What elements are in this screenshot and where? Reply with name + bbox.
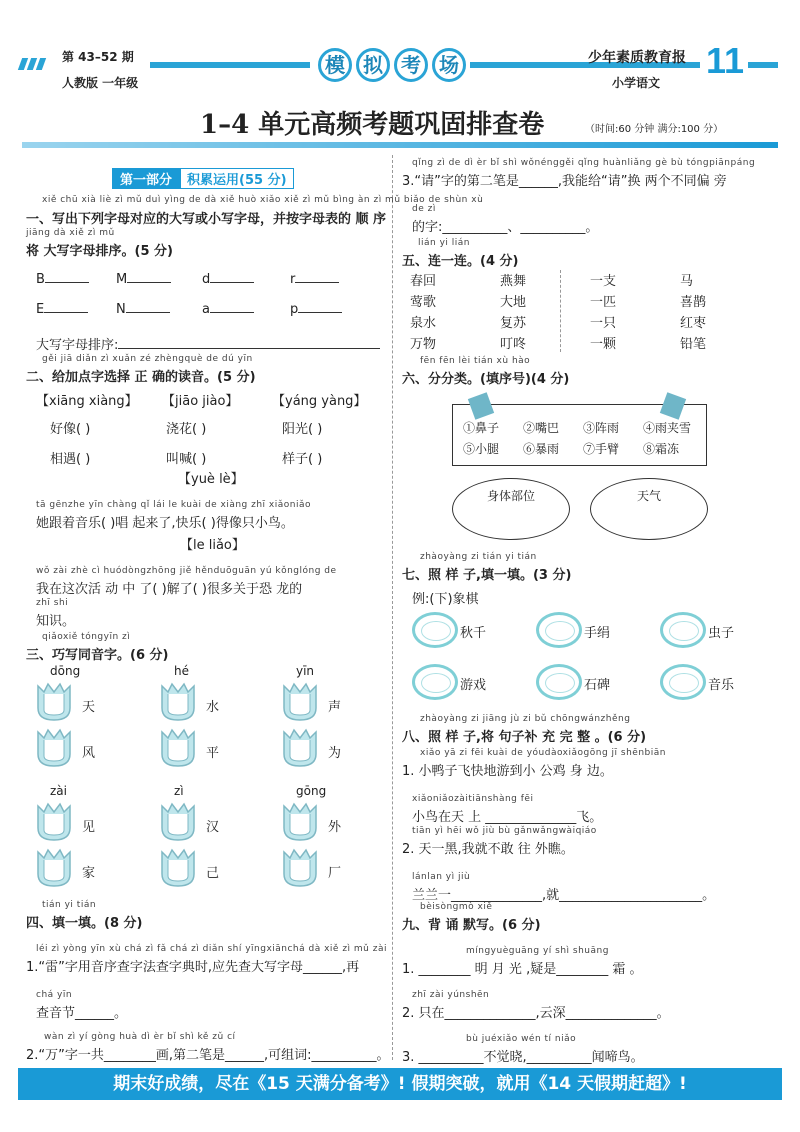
q5-match-item[interactable]: 一颗 [590, 337, 617, 352]
cloud-answer-box[interactable] [412, 612, 458, 648]
q6-word: ⑦手臂 [583, 442, 620, 456]
q8b-pinyin: tiān yì hēi wǒ jiù bù gǎnwǎngwàiqiáo [412, 826, 597, 836]
part-one-tag: 第一部分 [112, 168, 180, 189]
q2-option-1: 【xiāng xiàng】 [36, 394, 138, 409]
q3-group-pinyin: dōng [50, 664, 81, 678]
q5-match-item[interactable]: 铅笔 [680, 337, 707, 352]
q3-char: 厂 [328, 866, 342, 881]
q5-text: 五、连一连。(4 分) [402, 254, 519, 269]
banner-char-3: 考 [394, 48, 428, 82]
q2-option-5: 【le liǎo】 [180, 538, 245, 553]
q9-text: 九、背 诵 默写。(6 分) [402, 918, 541, 933]
q6-pinyin: fēn fēn lèi tián xù hào [420, 356, 531, 366]
q6-word-box [452, 404, 707, 466]
answer-blank[interactable] [45, 282, 89, 283]
q5-match-item[interactable]: 莺歌 [410, 295, 437, 310]
q8-pinyin: zhàoyàng zi jiāng jù zi bǔ chōngwánzhěng [420, 714, 631, 724]
subject-label: 小学语文 [612, 76, 661, 90]
q2-item[interactable]: 叫喊( ) [166, 452, 207, 467]
oval-label: 身体部位 [486, 489, 535, 503]
q9c-pinyin: bù juéxiǎo wén tí niǎo [466, 1034, 577, 1044]
banner-char-1: 模 [318, 48, 352, 82]
q4c2-pinyin: de zì [412, 204, 436, 214]
letter-E: E [36, 302, 45, 317]
letter-M: M [116, 272, 128, 287]
q2-text: 二、给加点字选择 正 确的读音。(5 分) [26, 370, 256, 385]
q5-match-item[interactable]: 一只 [590, 316, 617, 331]
q3-char: 为 [328, 746, 342, 761]
q1-pinyin-2: jiāng dà xiě zì mǔ [26, 228, 115, 238]
q3-group-pinyin: zài [50, 784, 67, 798]
q3-pinyin: qiǎoxiě tóngyīn zì [42, 632, 131, 642]
answer-blank[interactable] [298, 312, 342, 313]
q5-match-item[interactable]: 春回 [410, 274, 437, 289]
q7-word: 手绢 [584, 626, 611, 641]
q3-group-pinyin: yīn [296, 664, 315, 678]
q4-item-3b[interactable]: 的字:__________、__________。 [412, 220, 599, 235]
cloud-answer-box[interactable] [412, 664, 458, 700]
tulip-answer-box[interactable] [34, 802, 74, 842]
tape-icon [468, 392, 494, 420]
q3-group-pinyin: hé [174, 664, 189, 678]
answer-blank[interactable] [210, 312, 254, 313]
tulip-answer-box[interactable] [158, 802, 198, 842]
q7-text: 七、照 样 子,填一填。(3 分) [402, 568, 572, 583]
q5-match-item[interactable]: 万物 [410, 337, 437, 352]
q5-match-item[interactable]: 喜鹊 [680, 295, 707, 310]
q5-pinyin: lián yi lián [418, 238, 470, 248]
page-number: 11 [706, 40, 745, 81]
answer-blank[interactable] [127, 282, 171, 283]
page-title: 1–4 单元高频考题巩固排查卷 [200, 110, 545, 140]
q9b-pinyin: zhī zài yúnshēn [412, 990, 490, 1000]
q7-pinyin: zhàoyàng zi tián yi tián [420, 552, 537, 562]
q6-word: ①鼻子 [463, 421, 500, 435]
banner-char-2: 拟 [356, 48, 390, 82]
q7-example: 例:(下)象棋 [412, 592, 479, 607]
q3-char: 风 [82, 746, 96, 761]
q2-pinyin: gěi jiā diǎn zì xuǎn zé zhèngquè de dú yīn [42, 354, 253, 364]
q4-item-3[interactable]: 3.“请”字的第二笔是______,我能给“请”换 两个不同偏 旁 [402, 174, 727, 189]
q2-sentence-1[interactable]: 她跟着音乐( )唱 起来了,快乐( )得像只小鸟。 [36, 516, 294, 531]
sort-label: 大写字母排序: [36, 338, 119, 353]
letter-a: a [202, 302, 210, 317]
cloud-answer-box[interactable] [536, 664, 582, 700]
q9-item-2[interactable]: 2. 只在______________,云深______________。 [402, 1006, 670, 1021]
q3-char: 水 [206, 700, 220, 715]
q7-word: 虫子 [708, 626, 735, 641]
issue-label: 第 43–52 期 [62, 50, 134, 64]
tulip-answer-box[interactable] [158, 682, 198, 722]
q8a2-pinyin: xiǎoniǎozàitiānshàng fēi [412, 794, 534, 804]
tulip-answer-box[interactable] [158, 728, 198, 768]
edition-label: 人教版 一年级 [62, 76, 139, 90]
stripe-decoration [20, 58, 50, 70]
cloud-answer-box[interactable] [660, 664, 706, 700]
q2-item[interactable]: 阳光( ) [282, 422, 323, 437]
tulip-answer-box[interactable] [158, 848, 198, 888]
q7-word: 音乐 [708, 678, 735, 693]
q4c-pinyin: qǐng zì de dì èr bǐ shì wǒnénggěi qǐng huànliǎng gè bù tóngpiānpáng [412, 158, 756, 168]
tulip-answer-box[interactable] [34, 848, 74, 888]
q8-item-1: 1. 小鸭子飞快地游到小 公鸡 身 边。 [402, 764, 613, 779]
q4-item-2[interactable]: 2.“万”字一共________画,第二笔是______,可组词:__________。 [26, 1048, 390, 1063]
oval-weather[interactable] [590, 478, 708, 540]
q9a-pinyin: míngyuèguāng yí shì shuāng [466, 946, 609, 956]
q3-char: 声 [328, 700, 342, 715]
header-line-end [748, 62, 778, 68]
answer-blank[interactable] [126, 312, 170, 313]
q6-word: ④雨夹雪 [643, 421, 692, 435]
tulip-answer-box[interactable] [34, 728, 74, 768]
q1-text: 一、写出下列字母对应的大写或小写字母，并按字母表的 顺 序 [26, 212, 387, 227]
q8a-pinyin: xiǎo yā zi fēi kuài de yóudàoxiǎogōng jī shēnbiān [420, 748, 666, 758]
q6-word: ⑤小腿 [463, 442, 500, 456]
q2-sentence3-pinyin: zhī shi [36, 598, 69, 608]
q5-match-item[interactable]: 燕舞 [500, 274, 527, 289]
q6-word: ⑥暴雨 [523, 442, 560, 456]
q4-item-1[interactable]: 1.“雷”字用音序查字法查字典时,应先查大写字母______,再 [26, 960, 360, 975]
part-one-name: 积累运用(55 分) [180, 168, 294, 189]
q8-text: 八、照 样 子,将 句子补 充 完 整 。(6 分) [402, 730, 647, 745]
cloud-answer-box[interactable] [660, 612, 706, 648]
q8-item-1b[interactable]: 小鸟在天 上 ______________飞。 [412, 810, 603, 825]
title-underline [22, 142, 778, 148]
tulip-answer-box[interactable] [280, 802, 320, 842]
q3-char: 外 [328, 820, 342, 835]
q2-sentence1-pinyin: tā gēnzhe yīn chàng qǐ lái le kuài de xiàng zhī xiǎoniǎo [36, 500, 311, 510]
oval-label: 天气 [636, 489, 661, 503]
q2-option-3: 【yáng yàng】 [272, 394, 367, 409]
paper-name: 少年素质教育报 [588, 50, 686, 66]
answer-blank[interactable] [44, 312, 88, 313]
q5-match-item[interactable]: 马 [680, 274, 694, 289]
tulip-answer-box[interactable] [280, 682, 320, 722]
q6-word: ②嘴巴 [523, 421, 560, 435]
q5-match-item[interactable]: 叮咚 [500, 337, 527, 352]
q4b-pinyin: wàn zì yí gòng huà dì èr bǐ shì kě zǔ cí [44, 1032, 236, 1042]
q3-char: 见 [82, 820, 96, 835]
q3-group-pinyin: gōng [296, 784, 327, 798]
q5-match-item[interactable]: 泉水 [410, 316, 437, 331]
letter-d: d [202, 272, 211, 287]
q2-sentence2-pinyin: wǒ zài zhè cì huódòngzhōng jiě hěnduōguān yú kǒnglóng de [36, 566, 337, 576]
q8-item-2: 2. 天一黑,我就不敢 往 外瞧。 [402, 842, 574, 857]
tulip-answer-box[interactable] [280, 848, 320, 888]
q6-text: 六、分分类。(填序号)(4 分) [402, 372, 570, 387]
q6-word: ⑧霜冻 [643, 442, 680, 456]
tape-icon [660, 392, 686, 420]
q5-match-item[interactable]: 一支 [590, 274, 617, 289]
q3-group-pinyin: zì [174, 784, 184, 798]
q4-text: 四、填一填。(8 分) [26, 916, 143, 931]
cloud-answer-box[interactable] [536, 612, 582, 648]
header-line-left [150, 62, 310, 68]
q2-item[interactable]: 好像( ) [50, 422, 91, 437]
letter-B: B [36, 272, 45, 287]
q2-sentence-2[interactable]: 我在这次活 动 中 了( )解了( )很多关于恐 龙的 [36, 582, 303, 597]
q7-word: 石碑 [584, 678, 611, 693]
q3-char: 汉 [206, 820, 220, 835]
promo-banner: 期末好成绩，尽在《15 天满分备考》! 假期突破，就用《14 天假期赶超》! [18, 1068, 782, 1100]
q5-match-item[interactable]: 复苏 [500, 316, 527, 331]
banner-char-4: 场 [432, 48, 466, 82]
q5-match-item[interactable]: 一匹 [590, 295, 617, 310]
q2-item[interactable]: 相遇( ) [50, 452, 91, 467]
q2-option-4: 【yuè lè】 [178, 472, 244, 487]
q9-item-3[interactable]: 3. __________不觉晓,__________闻啼鸟。 [402, 1050, 644, 1065]
q7-word: 秋千 [460, 626, 487, 641]
q8b2-pinyin: lánlan yì jiù [412, 872, 471, 882]
q5-match-item[interactable]: 红枣 [680, 316, 707, 331]
letter-p: p [290, 302, 299, 317]
tulip-answer-box[interactable] [280, 728, 320, 768]
q5-divider [560, 270, 561, 352]
answer-blank[interactable] [295, 282, 339, 283]
q9-item-1[interactable]: 1. ________ 明 月 光 ,疑是________ 霜 。 [402, 962, 643, 977]
q5-match-item[interactable]: 大地 [500, 295, 527, 310]
q2-option-2: 【jiāo jiào】 [162, 394, 239, 409]
q7-word: 游戏 [460, 678, 487, 693]
q4a-pinyin: léi zì yòng yīn xù chá zì fǎ chá zì diǎn shí yīngxiānchá dà xiě zì mǔ zài [36, 944, 387, 954]
part-one-label [112, 168, 294, 189]
q4a2-pinyin: chá yīn [36, 990, 73, 1000]
q2-item[interactable]: 浇花( ) [166, 422, 207, 437]
q9-pinyin: bèisòngmò xiě [420, 902, 493, 912]
q8-item-2b[interactable]: 兰兰一______________,就______________________。 [412, 888, 716, 903]
tulip-answer-box[interactable] [34, 682, 74, 722]
q3-char: 天 [82, 700, 96, 715]
column-divider [392, 155, 393, 1060]
q3-char: 平 [206, 746, 220, 761]
q3-char: 己 [206, 866, 220, 881]
answer-blank[interactable] [210, 282, 254, 283]
exam-meta: （时间:60 分钟 满分:100 分） [585, 124, 724, 135]
q6-word-list [463, 419, 703, 457]
sort-blank[interactable] [118, 348, 380, 349]
q3-char: 家 [82, 866, 96, 881]
q3-text: 三、巧写同音字。(6 分) [26, 648, 169, 663]
letter-N: N [116, 302, 126, 317]
oval-body-parts[interactable] [452, 478, 570, 540]
q4-item-1b[interactable]: 查音节______。 [36, 1006, 128, 1021]
q1-text-2: 将 大写字母排序。(5 分) [26, 244, 173, 259]
q6-word: ③阵雨 [583, 421, 620, 435]
q1-pinyin: xiě chū xià liè zì mǔ duì yìng de dà xiě huò xiǎo xiě zì mǔ bìng àn zì mǔ biǎo de shùn xù [42, 195, 484, 205]
letter-r: r [290, 272, 296, 287]
q2-sentence-3: 知识。 [36, 614, 76, 629]
q2-item[interactable]: 样子( ) [282, 452, 323, 467]
q4-pinyin: tián yi tián [42, 900, 97, 910]
